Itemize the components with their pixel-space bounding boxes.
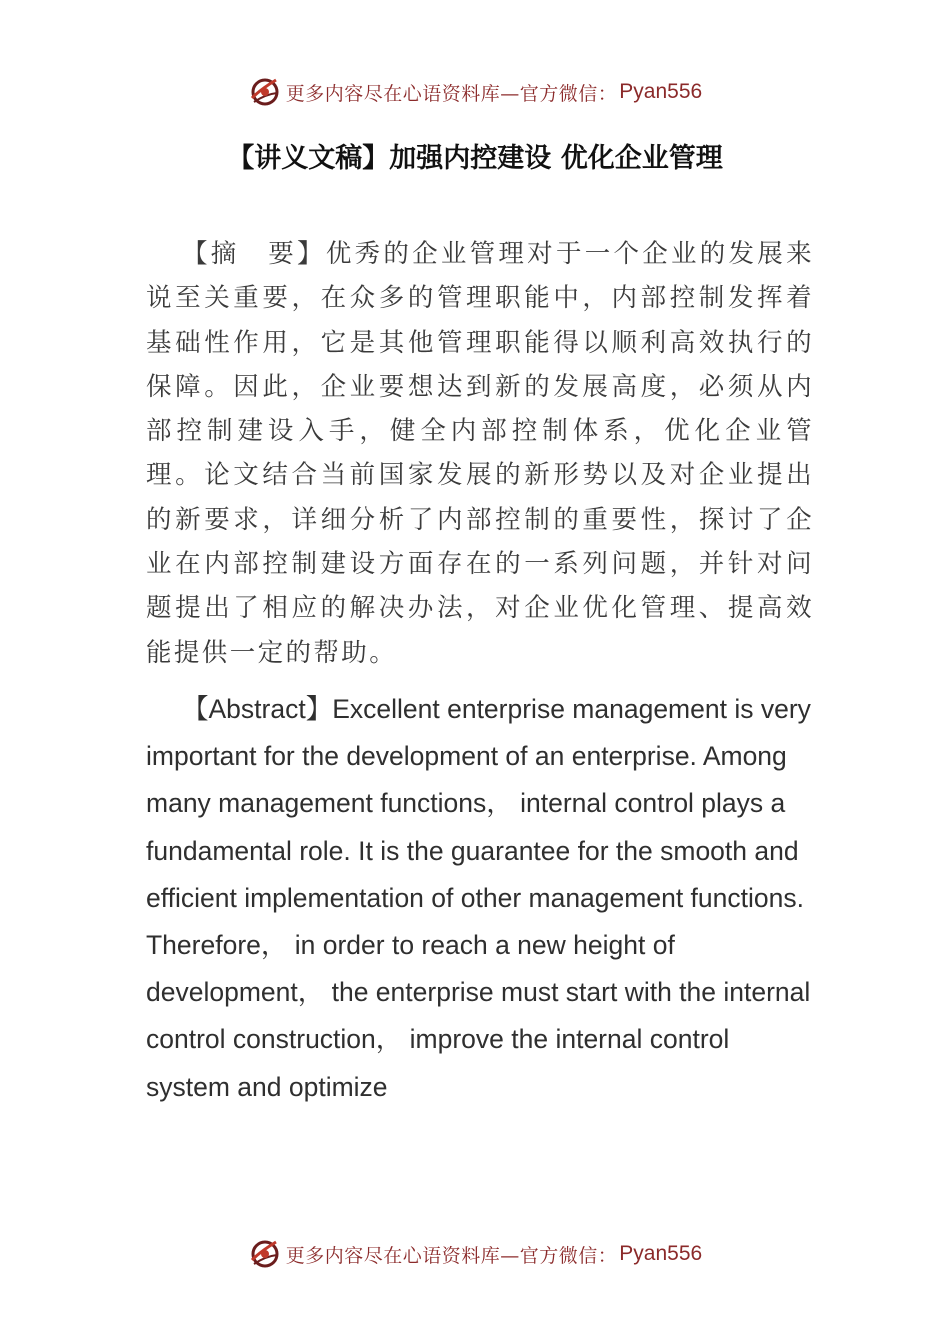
abstract-cn-body: 优秀的企业管理对于一个企业的发展来说至关重要，在众多的管理职能中，内部控制发挥着基础性作用，它是其他管理职能得以顺利高效执行的保障。因此，企业要想达到新的发展高度，必须从内部控制建设入手，健全内部控制体系，优化企业管理。论文结合当前国家发展的新形势以及对企业提出的新要求，详细分析了内部控制的重要性，探讨了企业在内部控制建设方面存在的一系列问题，并针对问题提出了相应的解决办法，对企业优化管理、提高效能提供一定的帮助。	[146, 239, 814, 668]
logo-icon	[248, 1238, 280, 1270]
document-title: 【讲义文稿】加强内控建设 优化企业管理	[227, 143, 723, 174]
abstract-cn-label: 【摘 要】	[182, 239, 326, 269]
wechat-id: Pyan556	[619, 1242, 703, 1265]
header-banner	[0, 70, 950, 114]
abstract-chinese	[146, 232, 814, 675]
logo-icon	[248, 76, 280, 108]
banner-text: 更多内容尽在心语资料库—官方微信：	[285, 1244, 618, 1267]
abstract-english	[146, 686, 814, 1111]
wechat-id: Pyan556	[619, 80, 703, 103]
abstract-en-body: Excellent enterprise management is very important for the development of an enterprise. Among many management functions， internal control plays a fundamental role. It is the guarantee for the smooth and efficient implementation of other management functions. Therefore， in order to reach a new height of development， the enterprise must start with the internal control construction， improve the internal control system and optimize	[146, 694, 811, 1102]
banner-text: 更多内容尽在心语资料库—官方微信：	[285, 82, 618, 105]
footer-banner	[0, 1232, 950, 1276]
abstract-en-label: 【Abstract】	[182, 694, 333, 724]
